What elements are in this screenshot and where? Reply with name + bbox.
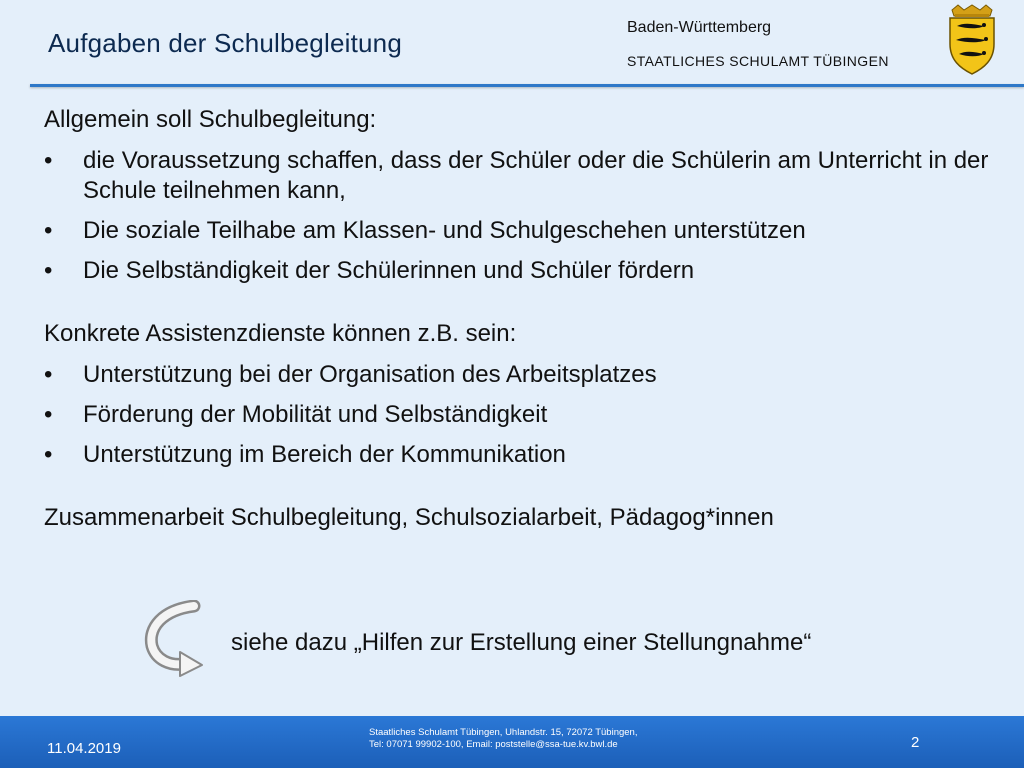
brand-state-name: Baden-Württemberg: [627, 19, 772, 36]
footer-address-line: Staatliches Schulamt Tübingen, Uhlandstr. 15, 72072 Tübingen,: [369, 727, 638, 738]
list-item: [44, 400, 994, 430]
slide-body: [44, 104, 994, 534]
spacer: [44, 286, 994, 318]
brand-office-name: STAATLICHES SCHULAMT TÜBINGEN: [627, 53, 889, 69]
list-item: [44, 216, 994, 246]
list-item-text: die Voraussetzung schaffen, dass der Schüler oder die Schülerin am Unterricht in der Schule teilnehmen kann,: [83, 147, 989, 204]
services-heading: Konkrete Assistenzdienste können z.B. sein:: [44, 320, 517, 347]
list-item-text: Die soziale Teilhabe am Klassen- und Schulgeschehen unterstützen: [83, 217, 806, 244]
footer-bar: [0, 716, 1024, 768]
list-item-text: Unterstützung im Bereich der Kommunikation: [83, 441, 566, 468]
list-item-text: Die Selbständigkeit der Schülerinnen und Schüler fördern: [83, 257, 695, 284]
cooperation-line: Zusammenarbeit Schulbegleitung, Schulsozialarbeit, Pädagog*innen: [44, 504, 774, 531]
list-item: [44, 440, 994, 470]
bullet-icon: •: [44, 361, 53, 388]
list-item-text: Unterstützung bei der Organisation des Arbeitsplatzes: [83, 361, 657, 388]
curved-arrow-icon: [144, 600, 208, 678]
list-item: [44, 360, 994, 390]
footer-address: [369, 727, 637, 751]
footer-address-line: Tel: 07071 99902-100, Email: poststelle@ssa-tue.kv.bwl.de: [369, 739, 618, 750]
spacer: [44, 470, 994, 502]
bullet-icon: •: [44, 257, 53, 284]
page-number: 2: [911, 734, 920, 751]
list-item: [44, 256, 994, 286]
coat-of-arms-baden-wuerttemberg-icon: [944, 4, 1000, 76]
header-divider: [30, 84, 1024, 87]
bullet-icon: •: [44, 217, 53, 244]
list-item: [44, 146, 994, 206]
list-item-text: Förderung der Mobilität und Selbständigkeit: [83, 401, 548, 428]
footer-date: 11.04.2019: [47, 740, 121, 757]
services-bullet-list: [44, 360, 994, 470]
reference-note: siehe dazu „Hilfen zur Erstellung einer Stellungnahme“: [231, 629, 812, 656]
bullet-icon: •: [44, 401, 53, 428]
intro-heading: Allgemein soll Schulbegleitung:: [44, 106, 377, 133]
bullet-icon: •: [44, 147, 53, 174]
bullet-icon: •: [44, 441, 53, 468]
slide-title: Aufgaben der Schulbegleitung: [48, 28, 402, 58]
intro-bullet-list: [44, 146, 994, 286]
